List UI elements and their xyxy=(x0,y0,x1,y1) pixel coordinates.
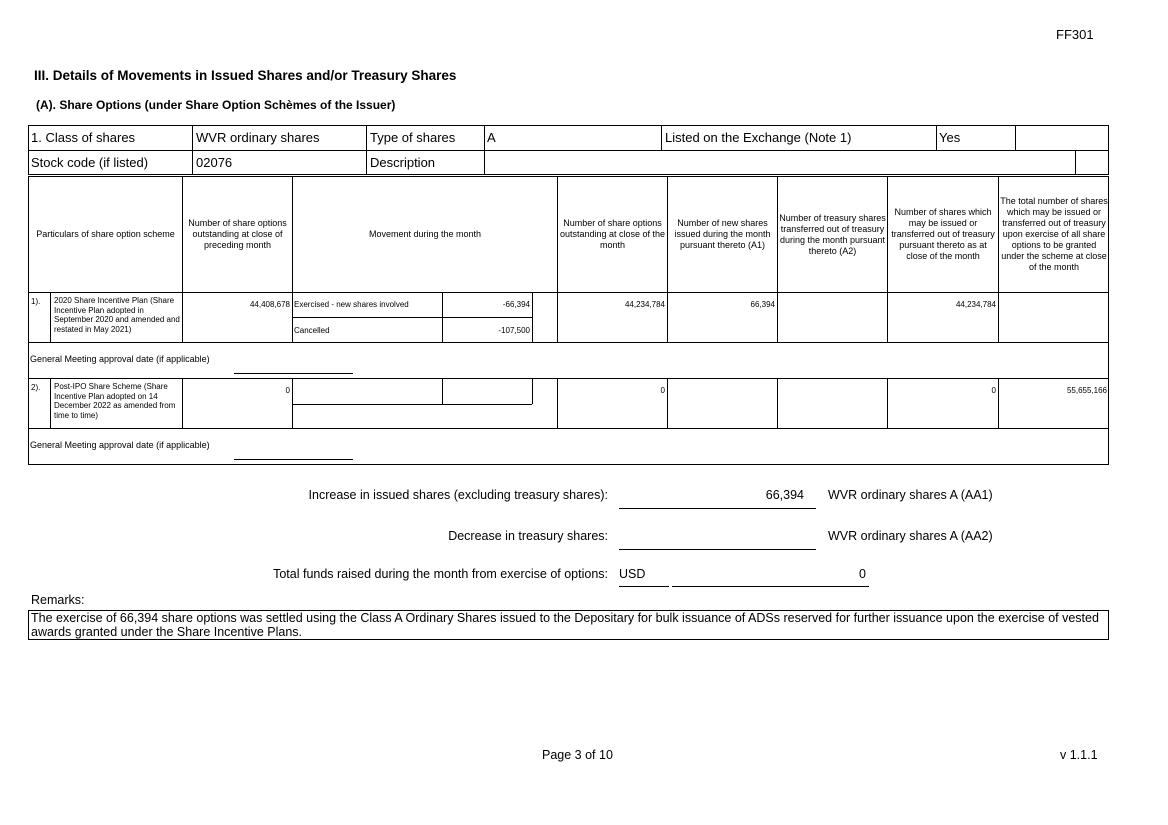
gm-approval-label: General Meeting approval date (if applicable) xyxy=(30,354,210,364)
subsection-title: (A). Share Options (under Share Option Schèmes of the Issuer) xyxy=(36,98,396,112)
total-may-be-issued: 55,655,166 xyxy=(1066,386,1107,395)
scheme-name: Post-IPO Share Scheme (Share Incentive Plan adopted on 14 December 2022 as amended from time to time) xyxy=(54,382,176,420)
listed-value: Yes xyxy=(939,130,961,145)
funds-currency: USD xyxy=(619,567,646,581)
description-label: Description xyxy=(370,155,436,170)
gm-approval-label: General Meeting approval date (if applicable) xyxy=(30,440,210,450)
movement-exercised-value: -66,394 xyxy=(502,300,530,309)
outstanding-prev: 44,408,678 xyxy=(249,300,290,309)
header-particulars: Particulars of share option scheme xyxy=(36,229,175,239)
stock-code-value: 02076 xyxy=(196,155,233,170)
section-title: III. Details of Movements in Issued Shares and/or Treasury Shares xyxy=(34,68,457,83)
type-value: A xyxy=(487,130,496,145)
increase-unit: WVR ordinary shares A (AA1) xyxy=(828,488,993,502)
movement-exercised-label: Exercised - new shares involved xyxy=(294,300,409,309)
decrease-unit: WVR ordinary shares A (AA2) xyxy=(828,529,993,543)
stock-code-label: Stock code (if listed) xyxy=(31,155,149,170)
class-value: WVR ordinary shares xyxy=(196,130,320,145)
scheme-index: 1). xyxy=(31,297,41,306)
remarks-text: The exercise of 66,394 share options was settled using the Class A Ordinary Shares issued to the Depositary for bulk issuance of ADSs reserved for further issuance upon the exercise of vested awards granted under the Share Incentive Plans. xyxy=(31,611,1099,639)
decrease-label: Decrease in treasury shares: xyxy=(448,529,608,543)
new-shares: 66,394 xyxy=(750,300,775,309)
funds-value: 0 xyxy=(859,567,866,581)
gm-approval-date-line xyxy=(234,373,353,374)
header-outstanding-close: Number of share options outstanding at close of the month xyxy=(559,218,666,250)
form-code: FF301 xyxy=(1056,27,1094,42)
outstanding-close: 0 xyxy=(660,386,665,395)
header-treasury-transferred: Number of treasury shares transferred out of treasury during the month pursuant thereto (A2) xyxy=(779,212,886,256)
gm-approval-date-line xyxy=(234,459,353,460)
may-be-issued: 0 xyxy=(991,386,996,395)
outstanding-close: 44,234,784 xyxy=(624,300,665,309)
increase-label: Increase in issued shares (excluding treasury shares): xyxy=(308,488,608,502)
class-label: 1. Class of shares xyxy=(31,130,136,145)
header-movement: Movement during the month xyxy=(368,229,482,239)
scheme-name: 2020 Share Incentive Plan (Share Incentive Plan adopted in September 2020 and amended and restated in May 2021) xyxy=(54,296,180,334)
outstanding-prev: 0 xyxy=(285,386,290,395)
scheme-index: 2). xyxy=(31,383,41,392)
funds-label: Total funds raised during the month from exercise of options: xyxy=(273,567,608,581)
movement-cancelled-value: -107,500 xyxy=(498,326,530,335)
may-be-issued: 44,234,784 xyxy=(955,300,996,309)
type-label: Type of shares xyxy=(370,130,456,145)
header-outstanding-prev: Number of share options outstanding at close of preceding month xyxy=(188,218,287,250)
increase-value: 66,394 xyxy=(765,488,804,502)
listed-label: Listed on the Exchange (Note 1) xyxy=(665,130,852,145)
version: v 1.1.1 xyxy=(1060,748,1098,762)
header-total-may-be-issued: The total number of shares which may be issued or transferred out of treasury upon exercise of all share options to be granted under the scheme at close of the month xyxy=(1000,196,1108,272)
remarks-label: Remarks: xyxy=(31,593,85,607)
page-number: Page 3 of 10 xyxy=(542,748,613,762)
movement-cancelled-label: Cancelled xyxy=(294,326,330,335)
header-new-shares: Number of new shares issued during the month pursuant thereto (A1) xyxy=(674,218,771,250)
header-may-be-issued: Number of shares which may be issued or transferred out of treasury pursuant thereto as at close of the month xyxy=(891,207,995,261)
